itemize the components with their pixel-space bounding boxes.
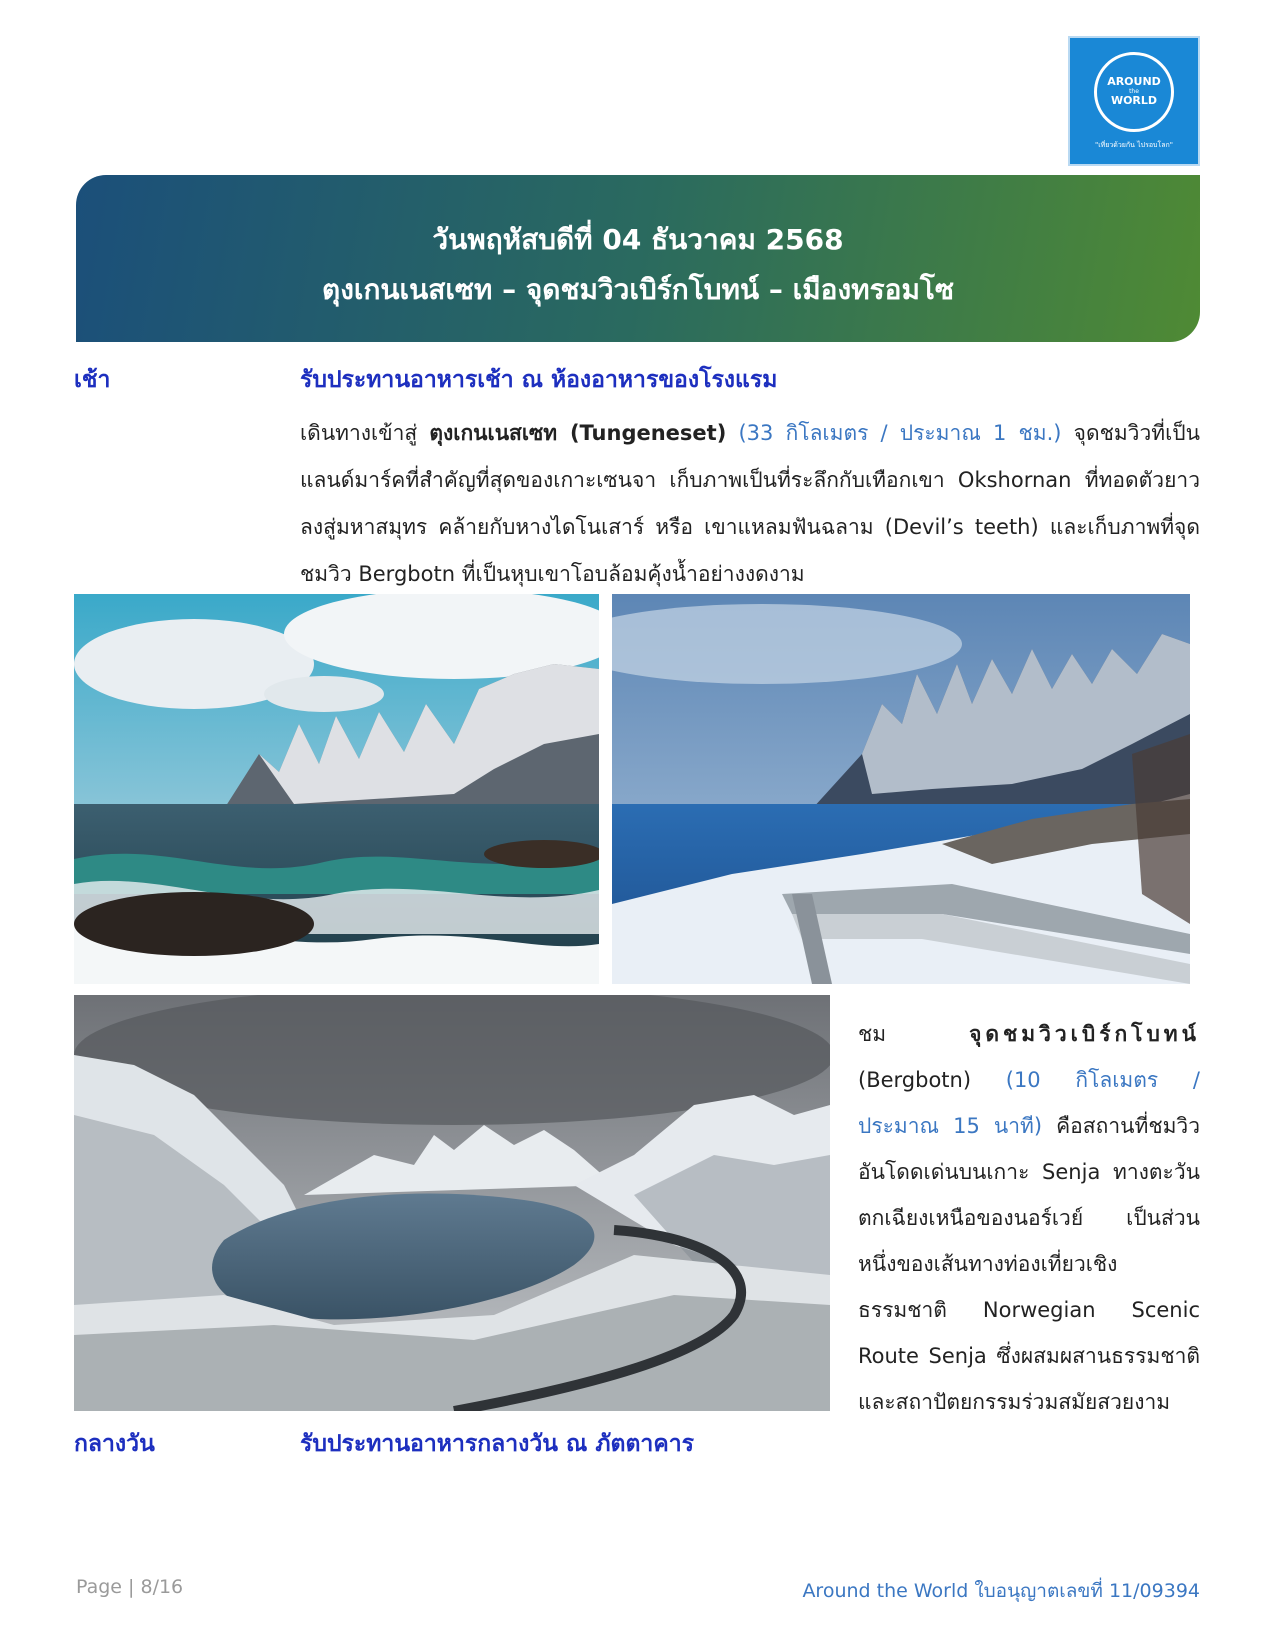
tungeneset-intro: เดินทางเข้าสู่	[300, 421, 430, 445]
bergbotn-distance: (10 กิโลเมตร / ประมาณ 15 นาที)	[858, 1068, 1200, 1138]
tungeneset-paragraph	[300, 410, 1200, 598]
breakfast-text: รับประทานอาหารเช้า ณ ห้องอาหารของโรงแรม	[300, 367, 778, 393]
photo-bergbotn-viewpoint	[74, 995, 830, 1411]
bergbotn-prefix: ชม	[858, 1022, 970, 1046]
tungeneset-description: จุดชมวิวที่เป็นแลนด์มาร์คที่สำคัญที่สุดของเกาะเซนจา เก็บภาพเป็นที่ระลึกกับเทือกเขา Okshornan ที่ทอดตัวยาวลงสู่มหาสมุทร คล้ายกับหางไดโนเสาร์ หรือ เขาแหลมฟันฉลาม (Devil’s teeth) และเก็บภาพที่จุดชมวิว Bergbotn ที่เป็นหุบเขาโอบล้อมคุ้งน้ำอย่างงดงาม	[300, 421, 1200, 586]
day-date: วันพฤหัสบดีที่ 04 ธันวาคม 2568	[432, 223, 844, 256]
logo-tagline: "เที่ยวด้วยกัน ไปรอบโลก"	[1095, 140, 1173, 149]
logo-word-the: the	[1129, 88, 1139, 95]
license-number: Around the World ใบอนุญาตเลขที่ 11/09394	[802, 1580, 1200, 1602]
logo-word-world: WORLD	[1110, 94, 1158, 107]
day-banner	[76, 175, 1200, 342]
page-number: Page | 8/16	[76, 1576, 184, 1598]
logo-globe-icon	[1094, 52, 1174, 132]
bergbotn-place-en: (Bergbotn)	[858, 1068, 972, 1092]
photo-tungeneset-boardwalk	[612, 594, 1190, 984]
lunch-label: กลางวัน	[74, 1431, 155, 1457]
bergbotn-place: จุดชมวิวเบิร์กโบทน์	[969, 1022, 1200, 1046]
lunch-text: รับประทานอาหารกลางวัน ณ ภัตตาคาร	[300, 1431, 694, 1457]
photo-tungeneset-waves	[74, 594, 599, 984]
company-logo	[1068, 36, 1200, 166]
day-route: ตุงเกนเนสเซท – จุดชมวิวเบิร์กโบทน์ – เมืองทรอมโซ	[322, 273, 954, 306]
bergbotn-description: คือสถานที่ชมวิวอันโดดเด่นบนเกาะ Senja ทางตะวันตกเฉียงเหนือของนอร์เวย์ เป็นส่วนหนึ่งของเส้นทางท่องเที่ยวเชิงธรรมชาติ Norwegian Scenic Route Senja ซึ่งผสมผสานธรรมชาติและสถาปัตยกรรมร่วมสมัยสวยงาม	[858, 1114, 1200, 1414]
morning-label: เช้า	[74, 367, 111, 393]
bergbotn-paragraph	[858, 1011, 1200, 1425]
logo-word-around: AROUND	[1107, 75, 1161, 88]
tungeneset-distance: (33 กิโลเมตร / ประมาณ 1 ชม.)	[726, 421, 1062, 445]
tungeneset-place: ตุงเกนเนสเซท (Tungeneset)	[429, 421, 727, 445]
